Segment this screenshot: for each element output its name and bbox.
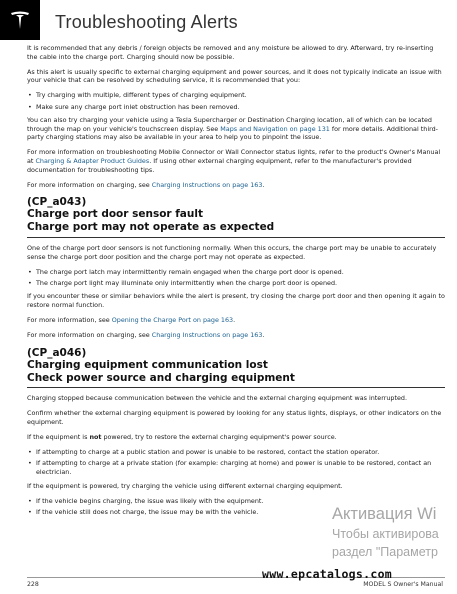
document-body xyxy=(27,44,445,521)
opening-charge-port-link[interactable]: Opening the Charge Port on page 163 xyxy=(111,316,234,325)
charging-instructions-link[interactable]: Charging Instructions on page 163 xyxy=(151,180,263,189)
intro-paragraph-5: For more information on charging, see Charging Instructions on page 163. xyxy=(27,180,265,189)
bullet-icon: • xyxy=(28,102,32,111)
activation-title: Активация Wi xyxy=(332,505,437,523)
list-item: • If attempting to charge at a private station (for example: charging at home) and power is unable to be restored, contact an electrician. xyxy=(28,459,432,476)
list-item: • The charge port light may illuminate only intermittently when the charge port door is opened. xyxy=(28,278,338,287)
alert-title: Charge port door sensor fault xyxy=(27,208,203,221)
alert1-bullet-list xyxy=(27,268,445,288)
page-number: 228 xyxy=(27,581,39,588)
alert1-paragraph-4: For more information on charging, see Charging Instructions on page 163. xyxy=(27,331,265,340)
site-watermark: www.epcatalogs.com xyxy=(262,567,393,581)
list-item: • If the vehicle begins charging, the issue was likely with the equipment. xyxy=(28,496,264,505)
alert-subtitle: Check power source and charging equipment xyxy=(27,371,295,384)
alert-title: Charging equipment communication lost xyxy=(27,358,268,371)
intro-paragraph-1: It is recommended that any debris / foreign objects be removed and any moisture be allowed to dry. Afterward, try re-inserting the cable into the charge port. Charging should now be possible. xyxy=(27,44,434,61)
bullet-icon: • xyxy=(28,507,32,516)
alert1-paragraph-2: If you encounter these or similar behaviors while the alert is present, try closing the charge port door and then opening it again to restore normal function. xyxy=(27,292,445,309)
alert-subtitle: Charge port may not operate as expected xyxy=(27,221,275,234)
charging-instructions-link[interactable]: Charging Instructions on page 163 xyxy=(151,331,263,340)
intro-paragraph-4: For more information on troubleshooting Mobile Connector or Wall Connector status lights, refer to the product's Owner's Manual at Charging & Adapter Product Guides. If using other external charging equipment, refer to the manufacturer's provided documentation for troubleshooting tips. xyxy=(27,148,441,174)
bullet-icon: • xyxy=(28,267,32,276)
intro-paragraph-2: As this alert is usually specific to external charging equipment and power sources, and it does not typically indicate an issue with your vehicle that can be resolved by scheduling service, it is recommended that you: xyxy=(27,67,442,85)
maps-navigation-link[interactable]: Maps and Navigation on page 131 xyxy=(220,124,330,133)
manual-title: MODEL S Owner's Manual xyxy=(363,581,443,588)
alert-code: (CP_a043) xyxy=(27,196,87,209)
list-item: • The charge port latch may intermittently remain engaged when the charge port door is opened. xyxy=(28,267,344,276)
page-header xyxy=(0,0,457,44)
alert2-paragraph-2: Confirm whether the external charging equipment is powered by looking for any status lights, displays, or other indicators on the equipment. xyxy=(27,409,442,427)
alert2-paragraph-4: If the equipment is powered, try charging the vehicle using different external charging equipment. xyxy=(27,481,343,490)
activation-text-2: раздел "Параметр xyxy=(332,545,438,559)
windows-activation-watermark xyxy=(332,503,439,561)
alert1-paragraph-1: One of the charge port door sensors is not functioning normally. When this occurs, the charge port may be unable to accurately sense the charge port door position and the charge port may not operate as expected. xyxy=(27,243,437,261)
tesla-logo-icon xyxy=(0,0,40,40)
alert-code: (CP_a046) xyxy=(27,346,87,359)
bullet-icon: • xyxy=(28,448,32,457)
activation-text-1: Чтобы активирова xyxy=(332,527,439,541)
alert2-paragraph-1: Charging stopped because communication between the vehicle and the external charging equipment was interrupted. xyxy=(27,394,408,403)
alert1-paragraph-3: For more information, see Opening the Charge Port on page 163. xyxy=(27,316,236,325)
list-item: • Try charging with multiple, different types of charging equipment. xyxy=(28,91,247,100)
list-item: • If attempting to charge at a public station and power is unable to be restored, contact the station operator. xyxy=(28,448,380,457)
section-divider xyxy=(27,387,445,388)
bullet-icon: • xyxy=(28,496,32,505)
product-guides-link[interactable]: Charging & Adapter Product Guides xyxy=(35,157,150,166)
alert2-bullet-list-1 xyxy=(27,448,445,476)
bullet-icon: • xyxy=(28,459,32,468)
section-divider xyxy=(27,237,445,238)
list-item: • If the vehicle still does not charge, the issue may be with the vehicle. xyxy=(28,507,259,516)
bullet-icon: • xyxy=(28,91,32,100)
bullet-icon: • xyxy=(28,278,32,287)
page-title: Troubleshooting Alerts xyxy=(55,12,238,32)
alert2-paragraph-3: If the equipment is not powered, try to restore the external charging equipment's power source. xyxy=(27,433,337,442)
intro-bullet-list xyxy=(27,91,445,111)
list-item: • Make sure any charge port inlet obstruction has been removed. xyxy=(28,102,240,111)
intro-paragraph-3: You can also try charging your vehicle using a Tesla Supercharger or Destination Charging location, all of which can be located through the map on your vehicle's touchscreen display. See Maps and Navigation on page 131 for more details. Additional third-party charging stations may also be available in your area to help you to pinpoint the issue. xyxy=(27,116,438,142)
